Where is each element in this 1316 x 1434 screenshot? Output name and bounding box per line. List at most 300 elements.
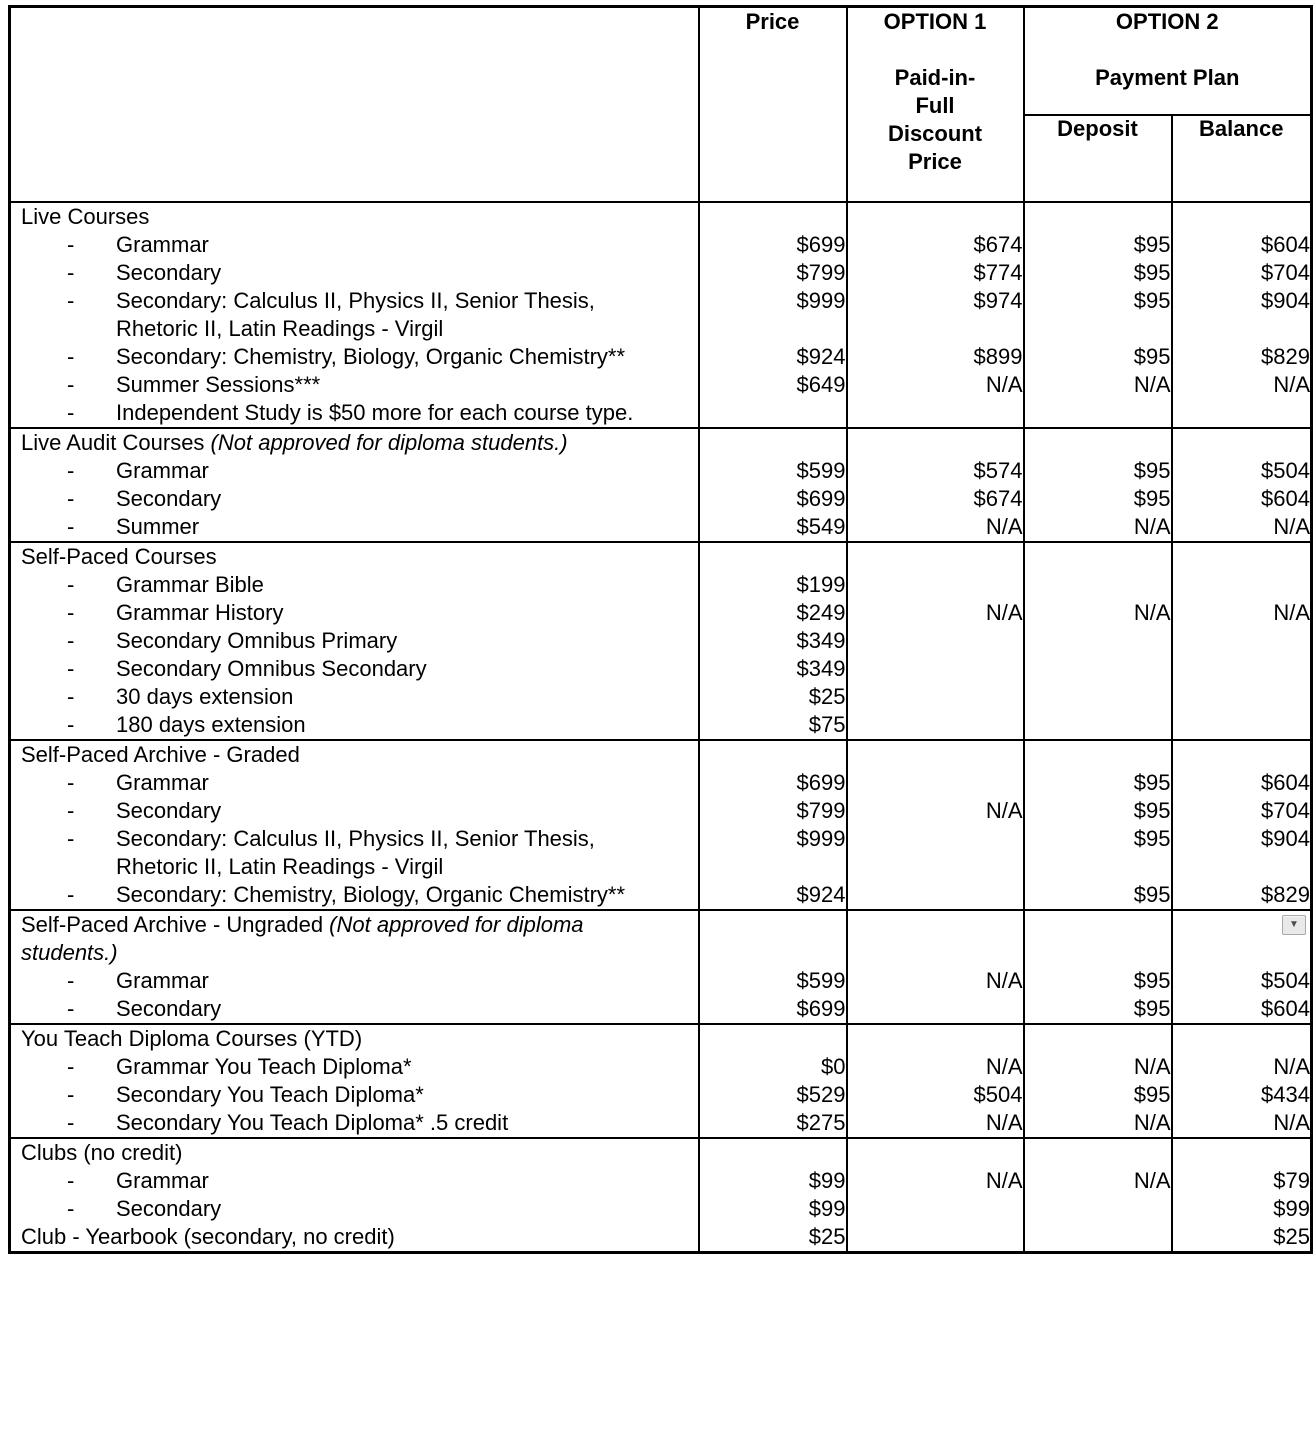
bullet-dash: - [67,712,75,737]
bullet-dash: - [67,600,75,625]
section-text-line [11,1139,698,1167]
deposit-value: $95 [1133,344,1171,369]
header-price-label: Price [745,9,800,34]
cell-option1-live-audit-courses [847,428,1024,542]
section-text-line [11,543,698,571]
cell-deposit-self-paced-archive-graded [1024,740,1172,910]
option1-value [848,543,1023,571]
section-row-you-teach-diploma [10,1024,1312,1138]
balance-value: $829 [1261,882,1310,907]
balance-value: N/A [1273,1110,1310,1135]
course-text: Secondary [116,798,222,823]
section-row-self-paced-archive-ungraded [10,910,1312,1024]
price-value [700,741,846,769]
cell-balance-self-paced-courses [1172,542,1312,740]
price-value: $699 [796,232,846,257]
price-value: $249 [796,600,846,625]
cell-balance-live-courses [1172,202,1312,428]
cell-option1-clubs [847,1138,1024,1253]
bullet-dash: - [67,400,75,425]
section-row-clubs [10,1138,1312,1253]
balance-value: $904 [1261,288,1310,313]
option1-value: $974 [973,288,1023,313]
deposit-value [1025,711,1171,739]
deposit-value: $95 [1133,826,1171,851]
course-item-line [11,231,698,259]
section-text-line [11,911,698,939]
deposit-value: N/A [1133,514,1171,539]
option1-value [848,995,1023,1023]
balance-value: $704 [1261,260,1310,285]
course-text: Grammar [116,458,209,483]
course-text: Grammar [116,232,209,257]
balance-value: $504 [1261,968,1310,993]
deposit-value [1025,543,1171,571]
bullet-dash: - [67,514,75,539]
price-value [700,1025,846,1053]
option1-value [848,881,1023,909]
bullet-dash: - [67,656,75,681]
balance-value: $79 [1273,1168,1310,1193]
price-value: $99 [808,1196,846,1221]
price-value: $199 [796,572,846,597]
course-text: Self-Paced Archive - Graded [21,742,300,767]
course-item-line [11,343,698,371]
balance-value: N/A [1273,372,1310,397]
deposit-value: N/A [1133,1110,1171,1135]
option1-value [848,429,1023,457]
deposit-value [1025,1223,1171,1251]
option1-value [848,769,1023,797]
course-text: Rhetoric II, Latin Readings - Virgil [116,854,444,879]
course-text: Summer Sessions*** [116,372,321,397]
course-text-italic: (Not approved for diploma [329,912,584,937]
option1-value [848,1025,1023,1053]
deposit-value [1025,939,1171,967]
price-value: $699 [796,486,846,511]
course-item-line [11,627,698,655]
option1-value [848,655,1023,683]
balance-value [1173,939,1311,967]
course-text: Secondary: Calculus II, Physics II, Senior Thesis, [116,826,595,851]
price-value: $99 [808,1168,846,1193]
price-value [700,429,846,457]
header-balance [1172,115,1312,202]
deposit-value: $95 [1133,486,1171,511]
course-text: Clubs (no credit) [21,1140,183,1165]
price-value [700,315,846,343]
option1-value [848,741,1023,769]
cell-deposit-you-teach-diploma [1024,1024,1172,1138]
price-value: $549 [796,514,846,539]
bullet-dash: - [67,882,75,907]
course-item-line [11,1109,698,1137]
price-value: $25 [808,1224,846,1249]
deposit-value [1025,911,1171,939]
bullet-dash: - [67,1110,75,1135]
header-option1-sub-line: Full [915,93,955,118]
dropdown-button[interactable] [1282,915,1306,935]
price-value [700,399,846,427]
cell-deposit-self-paced-courses [1024,542,1172,740]
cell-option1-live-courses [847,202,1024,428]
course-text: Secondary You Teach Diploma* [116,1082,424,1107]
course-item-line [11,797,698,825]
option1-value: N/A [985,372,1023,397]
course-text: Summer [116,514,200,539]
course-item-line [11,1195,698,1223]
balance-value [1173,399,1311,427]
price-value: $25 [808,684,846,709]
price-value: $529 [796,1082,846,1107]
option1-value: $574 [973,458,1023,483]
option1-value: N/A [985,1168,1023,1193]
option1-value [848,911,1023,939]
price-value: $349 [796,656,846,681]
deposit-value: $95 [1133,288,1171,313]
balance-value [1173,571,1311,599]
course-text: Secondary: Chemistry, Biology, Organic Chemistry** [116,882,626,907]
course-text: Secondary Omnibus Secondary [116,656,427,681]
price-value: $999 [796,288,846,313]
deposit-value: N/A [1133,600,1171,625]
balance-value [1173,1025,1311,1053]
course-item-line [11,881,698,909]
deposit-value [1025,203,1171,231]
cell-deposit-live-courses [1024,202,1172,428]
header-option1-sub-line: Paid-in- [894,65,976,90]
course-item-line [11,1053,698,1081]
header-option1-title: OPTION 1 [883,9,987,34]
price-value: $275 [796,1110,846,1135]
deposit-value [1025,683,1171,711]
course-item-line [11,1081,698,1109]
deposit-value: $95 [1133,232,1171,257]
option1-value: N/A [985,514,1023,539]
cell-courses-self-paced-courses [10,542,699,740]
course-text: Grammar Bible [116,572,264,597]
cell-price-live-audit-courses [699,428,847,542]
dropdown-arrow-icon: ▼ [1289,919,1299,930]
deposit-value [1025,1025,1171,1053]
deposit-value [1025,571,1171,599]
deposit-value [1025,655,1171,683]
header-option1-sub-line: Price [908,149,962,174]
cell-option1-self-paced-archive-graded [847,740,1024,910]
deposit-value [1025,741,1171,769]
cell-courses-self-paced-archive-ungraded [10,910,699,1024]
bullet-dash: - [67,1168,75,1193]
header-option1 [847,7,1024,203]
deposit-value [1025,315,1171,343]
balance-value [1173,683,1311,711]
price-value: $599 [796,458,846,483]
option1-value: N/A [985,600,1023,625]
bullet-dash: - [67,344,75,369]
cell-deposit-clubs [1024,1138,1172,1253]
course-text: Club - Yearbook (secondary, no credit) [21,1224,395,1249]
balance-value: $604 [1261,486,1310,511]
course-text: Grammar You Teach Diploma* [116,1054,412,1079]
bullet-dash: - [67,996,75,1021]
bullet-dash: - [67,684,75,709]
course-item-line [11,967,698,995]
bullet-dash: - [67,826,75,851]
balance-value [1173,203,1311,231]
price-value: $599 [796,968,846,993]
course-text: Secondary [116,486,222,511]
option1-value: $504 [973,1082,1023,1107]
bullet-dash: - [67,968,75,993]
balance-value [1173,1139,1311,1167]
cell-price-self-paced-courses [699,542,847,740]
section-text-line [11,203,698,231]
price-value: $999 [796,826,846,851]
header-balance-label: Balance [1199,116,1284,141]
course-text: Secondary [116,260,222,285]
balance-value: $434 [1261,1082,1310,1107]
bullet-dash: - [67,260,75,285]
cell-courses-live-audit-courses [10,428,699,542]
option1-value: N/A [985,968,1023,993]
header-option2 [1024,7,1312,116]
section-row-live-audit-courses [10,428,1312,542]
option1-value: $674 [973,232,1023,257]
course-text: Self-Paced Archive - Ungraded [21,912,330,937]
cell-option1-self-paced-archive-ungraded [847,910,1024,1024]
course-item-line [11,259,698,287]
deposit-value [1025,627,1171,655]
course-text: Independent Study is $50 more for each course type. [116,400,634,425]
option1-value [848,939,1023,967]
cell-price-clubs [699,1138,847,1253]
course-text: 180 days extension [116,712,306,737]
section-text-line [11,429,698,457]
deposit-value: $95 [1133,1082,1171,1107]
course-text: Secondary: Chemistry, Biology, Organic Chemistry** [116,344,626,369]
balance-value: $604 [1261,996,1310,1021]
deposit-value: $95 [1133,260,1171,285]
course-item-line [11,711,698,739]
course-item-line [11,399,698,427]
cell-courses-self-paced-archive-graded [10,740,699,910]
course-text: Grammar [116,770,209,795]
course-text: Grammar History [116,600,284,625]
option1-value [848,203,1023,231]
price-value: $699 [796,996,846,1021]
bullet-dash: - [67,628,75,653]
deposit-value: $95 [1133,882,1171,907]
cell-balance-you-teach-diploma [1172,1024,1312,1138]
balance-value [1173,315,1311,343]
section-row-self-paced-archive-graded [10,740,1312,910]
option1-value [848,627,1023,655]
header-deposit-label: Deposit [1057,116,1138,141]
price-value: $75 [808,712,846,737]
deposit-value: $95 [1133,770,1171,795]
bullet-dash: - [67,486,75,511]
bullet-dash: - [67,232,75,257]
option1-value [848,825,1023,853]
cell-courses-you-teach-diploma [10,1024,699,1138]
course-item-line [11,769,698,797]
balance-value [1173,655,1311,683]
balance-value [1173,429,1311,457]
cell-balance-live-audit-courses [1172,428,1312,542]
course-item-line [11,995,698,1023]
balance-value: N/A [1273,1054,1310,1079]
bullet-dash: - [67,1196,75,1221]
option1-value [848,1195,1023,1223]
deposit-value: $95 [1133,968,1171,993]
balance-value: N/A [1273,600,1310,625]
course-text: Live Courses [21,204,150,229]
course-item-line [11,457,698,485]
price-value: $0 [821,1054,846,1079]
bullet-dash: - [67,798,75,823]
course-text: Secondary Omnibus Primary [116,628,398,653]
option1-value [848,853,1023,881]
balance-value: $904 [1261,826,1310,851]
price-value [700,203,846,231]
section-row-self-paced-courses [10,542,1312,740]
course-text: 30 days extension [116,684,294,709]
course-text: Secondary You Teach Diploma* .5 credit [116,1110,509,1135]
section-row-live-courses [10,202,1312,428]
deposit-value: N/A [1133,1168,1171,1193]
cell-price-self-paced-archive-ungraded [699,910,847,1024]
deposit-value: $95 [1133,996,1171,1021]
header-option2-sub: Payment Plan [1095,65,1240,90]
option1-value [848,315,1023,343]
price-value: $924 [796,344,846,369]
course-item-line [11,371,698,399]
option1-value [848,711,1023,739]
bullet-dash: - [67,288,75,313]
price-value [700,939,846,967]
balance-value: $604 [1261,232,1310,257]
balance-value: $829 [1261,344,1310,369]
deposit-value [1025,429,1171,457]
section-text-line [11,741,698,769]
price-value: $799 [796,798,846,823]
header-row-1 [10,7,1312,116]
option1-value: N/A [985,1054,1023,1079]
course-item-line [11,485,698,513]
course-text: Secondary [116,1196,222,1221]
price-value [700,911,846,939]
option1-value: N/A [985,798,1023,823]
balance-value: N/A [1273,514,1310,539]
balance-value: $704 [1261,798,1310,823]
option1-value: $674 [973,486,1023,511]
course-item-line [11,599,698,627]
deposit-value: $95 [1133,798,1171,823]
option1-value: $774 [973,260,1023,285]
option1-value [848,399,1023,427]
balance-value [1173,853,1311,881]
course-text: Rhetoric II, Latin Readings - Virgil [116,316,444,341]
price-value: $924 [796,882,846,907]
option1-value [848,571,1023,599]
price-value [700,543,846,571]
cell-option1-you-teach-diploma [847,1024,1024,1138]
cell-deposit-self-paced-archive-ungraded [1024,910,1172,1024]
course-text-italic: (Not approved for diploma students.) [210,430,568,455]
section-text-line [11,315,698,343]
course-text-italic: students.) [21,940,118,965]
option1-value: $899 [973,344,1023,369]
balance-value [1173,627,1311,655]
bullet-dash: - [67,1054,75,1079]
price-value [700,1139,846,1167]
header-option1-sub-line: Discount [887,121,983,146]
deposit-value: N/A [1133,372,1171,397]
option1-value [848,1223,1023,1251]
cell-courses-live-courses [10,202,699,428]
course-text: Secondary [116,996,222,1021]
bullet-dash: - [67,1082,75,1107]
cell-price-live-courses [699,202,847,428]
course-item-line [11,825,698,853]
header-option2-title: OPTION 2 [1115,9,1219,34]
bullet-dash: - [67,372,75,397]
cell-price-you-teach-diploma [699,1024,847,1138]
section-text-line [11,939,698,967]
header-spacer [848,36,1023,64]
course-text: Self-Paced Courses [21,544,217,569]
course-text: Secondary: Calculus II, Physics II, Senior Thesis, [116,288,595,313]
balance-value [1173,543,1311,571]
header-spacer [1025,36,1311,64]
cell-deposit-live-audit-courses [1024,428,1172,542]
balance-value [1173,741,1311,769]
bullet-dash: - [67,770,75,795]
course-text: Grammar [116,968,209,993]
cell-balance-self-paced-archive-graded [1172,740,1312,910]
deposit-value: $95 [1133,458,1171,483]
deposit-value: N/A [1133,1054,1171,1079]
option1-value [848,1139,1023,1167]
deposit-value [1025,1195,1171,1223]
cell-option1-self-paced-courses [847,542,1024,740]
course-item-line [11,571,698,599]
cell-price-self-paced-archive-graded [699,740,847,910]
balance-value: $504 [1261,458,1310,483]
cell-balance-self-paced-archive-ungraded [1172,910,1312,1024]
deposit-value [1025,399,1171,427]
header-price [699,7,847,203]
bullet-dash: - [67,572,75,597]
price-value: $349 [796,628,846,653]
option1-value [848,683,1023,711]
cell-courses-clubs [10,1138,699,1253]
balance-value [1173,711,1311,739]
course-text: Grammar [116,1168,209,1193]
header-deposit [1024,115,1172,202]
course-item-line [11,655,698,683]
cell-balance-clubs [1172,1138,1312,1253]
section-text-line [11,853,698,881]
course-item-line [11,1167,698,1195]
balance-value: $25 [1273,1224,1310,1249]
section-text-line [11,1223,698,1251]
section-text-line [11,1025,698,1053]
price-value: $649 [796,372,846,397]
deposit-value [1025,1139,1171,1167]
price-value: $699 [796,770,846,795]
bullet-dash: - [67,458,75,483]
